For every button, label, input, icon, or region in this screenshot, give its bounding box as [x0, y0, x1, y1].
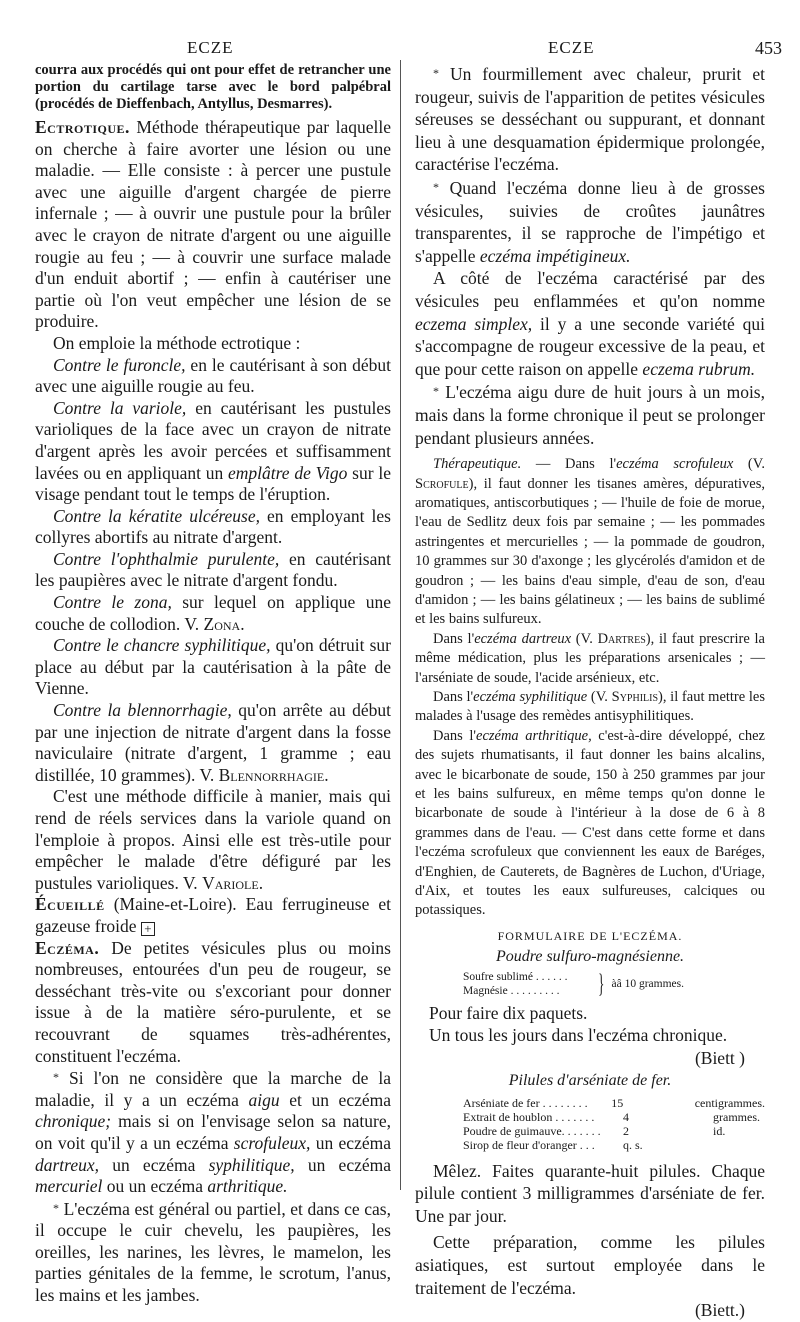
text: (V.: [571, 630, 598, 647]
paragraph: C'est une méthode difficile à manier, mais qui rend de réels services dans la variole quand on l'emploie à propos. Ainsi elle est très-utile pour empêcher le malade d'être défiguré par les pustules varioliques. V. Variole.: [35, 786, 391, 893]
italic-term: eczema rubrum.: [642, 358, 756, 379]
italic-term: eczéma syphilitique: [473, 688, 588, 705]
text: en cautérisant les paupières avec le nitrate d'argent fondu.: [35, 548, 391, 591]
paragraph: [415, 630, 765, 688]
recipe-instruction: Mêlez. Faites quarante-huit pilules. Chaque pilule contient 3 milligrammes d'arséniate de fer. Une par jour.: [415, 1160, 765, 1226]
paragraph: [35, 1067, 391, 1198]
ingredient-unit: centigrammes.: [694, 1095, 765, 1110]
text: sur lequel on applique une couche de collodion. V.: [35, 592, 391, 634]
asterism: *: [433, 384, 439, 399]
recipe-title: Poudre sulfuro-magnésienne.: [495, 947, 685, 965]
ingredient-dose: àâ 10 grammes.: [611, 977, 684, 990]
italic-term: eczéma scrofuleux: [616, 456, 734, 473]
right-running-head: ECZE: [548, 38, 595, 57]
ingredient: Soufre sublimé . . . . . .: [463, 970, 568, 983]
italic-lead: Contre l'ophthalmie purulente,: [53, 548, 280, 569]
mineral-water-symbol: +: [141, 922, 155, 936]
text: ), il faut prescrire la même médication, plus les préparations arsenicales ; — l'arséniate de soude, l'acide arsénieux, etc.: [415, 630, 765, 686]
continuation-paragraph: courra aux procédés qui ont pour effet de retrancher une portion du cartilage tarse avec le bord palpébral (procédés de Dieffenbach, Antyllus, Desmarres).: [35, 62, 391, 112]
text: C'est une méthode difficile à manier, mais qui rend de réels services dans la variole quand on l'emploie à propos. Ainsi elle est très-utile pour empêcher le malade d'être défiguré par les pustules varioliques. V.: [35, 786, 391, 893]
ingredient-row: [463, 1138, 765, 1152]
text: Dans l': [433, 688, 474, 705]
text: en employant les collyres abortifs au nitrate d'argent.: [35, 505, 391, 548]
brace: }: [598, 968, 605, 998]
ingredient-row: [463, 1096, 765, 1110]
paragraph: Cette préparation, comme les pilules asiatiques, est surtout employée dans le traitement de l'eczéma.: [415, 1232, 765, 1298]
ingredient-name: Sirop de fleur d'oranger . . .: [463, 1137, 595, 1152]
recipe-instruction: Un tous les jours dans l'eczéma chronique.: [429, 1025, 728, 1046]
ingredient-unit: [713, 1138, 765, 1152]
paragraph: Contre la blennorrhagie, qu'on arrête au début par une injection de nitrate d'argent dans la fosse naviculaire (nitrate d'argent, 1 gramme ; eau distillée, 10 grammes). V. Blennorrhagie.: [35, 700, 391, 785]
entry-term: Ectrotique.: [35, 117, 130, 137]
text: Un fourmillement avec chaleur, prurit et rougeur, suivis de l'apparition de petites vésicules séreuses se desséchant ou suppurant, et donnant lieu à une desquamation épidermique prolongée, caractérise l'eczéma.: [415, 64, 765, 175]
cross-reference: Blennorrhagie: [218, 764, 325, 785]
italic-term: scrofuleux,: [233, 1132, 311, 1153]
text: — Dans l': [521, 456, 617, 473]
ingredient-qty: 4: [623, 1109, 629, 1124]
paragraph: On emploie la méthode ectrotique :: [53, 332, 301, 353]
italic-lead: Contre la kératite ulcéreuse,: [53, 505, 260, 526]
text: (V.: [587, 688, 612, 705]
text: c'est-à-dire développé, chez des sujets rhumatisants, il faut donner les bains alcalins, avec le bicarbonate de soude, 150 à 250 grammes par jour et les bains sulfureux, en même temps qu'on donne le bicarbonate de soude à l'intérieur à la dose de 6 à 8 grammes dans de l'eau. — C'est dans cette forme et dans l'eczéma scrofuleux que conviennent les eaux de Baréges, d'Enghien, de Cauterets, de Bagnères de Luchon, d'Uriage, d'Aix, et toutes les eaux sulfureuses, calciques ou potassiques.: [415, 727, 765, 919]
cross-reference: Syphilis: [611, 688, 659, 705]
text: Si l'on ne considère que la marche de la maladie, il y a un eczéma: [35, 1068, 391, 1110]
italic-lead: Contre le zona,: [53, 592, 172, 613]
italic-lead: Contre le furoncle,: [53, 354, 186, 375]
text: ), il faut donner les tisanes amères, dépuratives, aromatiques, antiscorbutiques ; — l'huile de foie de morue, l'eau de Sedlitz deux fois par semaine ; — les pommades astringentes et mercurielles ; — la pommade de goudron, 10 grammes sur 30 d'axonge ; les glycérolés d'amidon et de goudron ; — les bains d'eau simple, d'eau de son, d'eau d'amidon ; — les bains gélatineux ; — les bains de sublimé et les bains sulfureux.: [415, 475, 765, 628]
cross-reference: Variole: [202, 872, 259, 893]
italic-term: eczéma dartreux: [474, 630, 572, 647]
recipe-ingredients: [463, 1096, 765, 1152]
left-column: [35, 62, 391, 1307]
entry-text: (Maine-et-Loire). Eau ferrugineuse et gazeuse froide: [35, 894, 391, 936]
text: Dans l': [433, 727, 477, 744]
cross-reference: Scrofule: [415, 475, 469, 492]
text: mais si on l'envisage selon sa nature, on voit qu'il y a un eczéma: [35, 1111, 391, 1153]
ingredient-row: [463, 1124, 765, 1138]
italic-lead: Contre le chancre syphilitique,: [53, 635, 271, 656]
left-running-head: ECZE: [187, 38, 234, 57]
ingredient-unit: id.: [713, 1123, 726, 1138]
text: qu'on arrête au début par une injection de nitrate d'argent dans la fosse naviculaire (nitrate d'argent, 1 gramme ; eau distillée, 10 grammes). V.: [35, 700, 391, 785]
entry-text: Méthode thérapeutique par laquelle on cherche à faire avorter une lésion ou une maladie. — Elle consiste : à percer une pustule avec une aiguille d'argent chargée de pierre infernale ; — à ouvrir une pustule pour la brûler avec le crayon de nitrate d'argent ou une aiguille rougie au feu ; — à couvrir une surface malade d'un enduit abortif ; — enfin à cautériser une partie où l'on veut empêcher une lésion de se produire.: [35, 117, 391, 332]
text: L'eczéma est général ou partiel, et dans ce cas, il occupe le cuir chevelu, les paupières, les oreilles, les narines, les lèvres, le mamelon, les parties génitales de la femme, le scrotum, l'anus, les mains et les jambes.: [35, 1198, 391, 1306]
text: un eczéma: [99, 1154, 209, 1175]
text: en le cautérisant à son début avec une aiguille rougie au feu.: [35, 354, 391, 397]
italic-term: eczéma arthritique,: [476, 727, 592, 744]
asterism: *: [53, 1200, 59, 1215]
italic-term: syphilitique,: [208, 1154, 295, 1175]
text: en cautérisant les pustules varioliques de la face avec un crayon de nitrate d'argent après les avoir percées et suffisamment lavées ou en appliquant un: [35, 397, 391, 483]
paragraph: [35, 1198, 391, 1307]
text: Quand l'eczéma donne lieu à de grosses vésicules, suivies de croûtes jaunâtres transparentes, il se rapproche de l'impétigo et s'appelle: [415, 177, 765, 266]
ingredient-qty: 15: [611, 1095, 624, 1110]
italic-term: arthritique.: [207, 1176, 288, 1197]
italic-lead: Contre la blennorrhagie,: [53, 700, 232, 721]
therapeutics-paragraph: [415, 455, 765, 630]
paragraph: [35, 549, 391, 592]
entry-term: Écueillé: [35, 894, 105, 915]
paragraph: [415, 176, 765, 267]
ingredient-row: [463, 1110, 765, 1124]
paragraph: [415, 267, 765, 380]
ingredient-name: Poudre de guimauve. . . . . . .: [463, 1123, 601, 1138]
ingredient-unit: grammes.: [713, 1109, 760, 1124]
italic-lead: Contre la variole,: [53, 397, 187, 418]
paragraph: [35, 398, 391, 506]
paragraph: [415, 688, 765, 727]
text: un eczéma: [310, 1132, 391, 1153]
paragraph: [35, 355, 391, 398]
ingredient-qty: q. s.: [623, 1137, 643, 1152]
paragraph: [415, 727, 765, 921]
cross-reference: Dartres: [597, 630, 646, 647]
paragraph: [35, 506, 391, 549]
italic-term: dartreux,: [35, 1154, 99, 1175]
text: sur le visage pendant tout le temps de l'éruption.: [35, 462, 391, 505]
italic-term: chronique;: [35, 1111, 112, 1132]
page-number: 453: [755, 38, 782, 58]
paragraph: Contre le zona, sur lequel on applique une couche de collodion. V. Zona.: [35, 592, 391, 634]
recipe-author: (Biett.): [694, 1300, 745, 1321]
text: Dans l': [433, 630, 475, 647]
paragraph: [415, 380, 765, 449]
ingredient-qty: 2: [623, 1123, 629, 1138]
text: un eczéma: [294, 1154, 391, 1175]
text: (V.: [733, 456, 765, 473]
entry-text: De petites vésicules plus ou moins nombreuses, entourées d'un peu de rougeur, se desséchant très-vite ou s'excoriant pour donner issue à de la matière séro-purulente, et se recouvrant de squames très-adhérentes, constituent l'eczéma.: [35, 937, 391, 1066]
entry-term: Eczéma.: [35, 937, 100, 958]
italic-term: emplâtre de Vigo: [228, 462, 348, 483]
italic-term: eczema simplex,: [415, 313, 533, 334]
entry-eczema: [35, 938, 391, 1068]
column-rule: [400, 60, 401, 1190]
text: ), il faut mettre les malades à l'usage des remèdes antisyphilitiques.: [415, 688, 765, 725]
entry-ectrotique: [35, 117, 391, 333]
recipe-instruction: Pour faire dix paquets.: [429, 1002, 588, 1023]
text: L'eczéma aigu dure de huit jours à un mois, mais dans la forme chronique il peut se prolonger pendant plusieurs années.: [415, 382, 765, 448]
asterism: *: [53, 1070, 59, 1085]
entry-ecueille: [35, 894, 391, 937]
italic-term: eczéma impétigineux.: [479, 245, 631, 266]
recipe-author: (Biett ): [694, 1048, 745, 1069]
italic-term: aigu: [248, 1089, 280, 1110]
recipe-title: Pilules d'arséniate de fer.: [508, 1071, 672, 1089]
paragraph: [35, 635, 391, 700]
cross-reference: Zona: [203, 613, 241, 634]
italic-term: mercuriel: [35, 1176, 103, 1197]
text: ou un eczéma: [102, 1176, 208, 1197]
text: il y a une seconde variété qui s'accompagne de rougeur excessive de la peau, et que pour cette raison on appelle: [415, 313, 765, 379]
text: et un eczéma: [279, 1089, 391, 1110]
formulary-heading: FORMULAIRE DE L'ECZÉMA.: [497, 928, 683, 943]
asterism: *: [433, 66, 439, 80]
ingredient-name: Arséniate de fer . . . . . . . .: [463, 1095, 588, 1110]
ingredient: Magnésie . . . . . . . . .: [463, 984, 560, 997]
ingredient-name: Extrait de houblon . . . . . . .: [463, 1109, 595, 1124]
paragraph: [415, 62, 765, 176]
right-column: [415, 62, 765, 1322]
italic-lead: Thérapeutique.: [433, 456, 522, 473]
asterism: *: [433, 179, 439, 194]
text: qu'on détruit sur place au début par la cautérisation à la pâte de Vienne.: [35, 635, 391, 699]
recipe-ingredients: [463, 970, 765, 998]
text: A côté de l'eczéma caractérisé par des vésicules peu enflammées et qu'on nomme: [415, 268, 765, 311]
